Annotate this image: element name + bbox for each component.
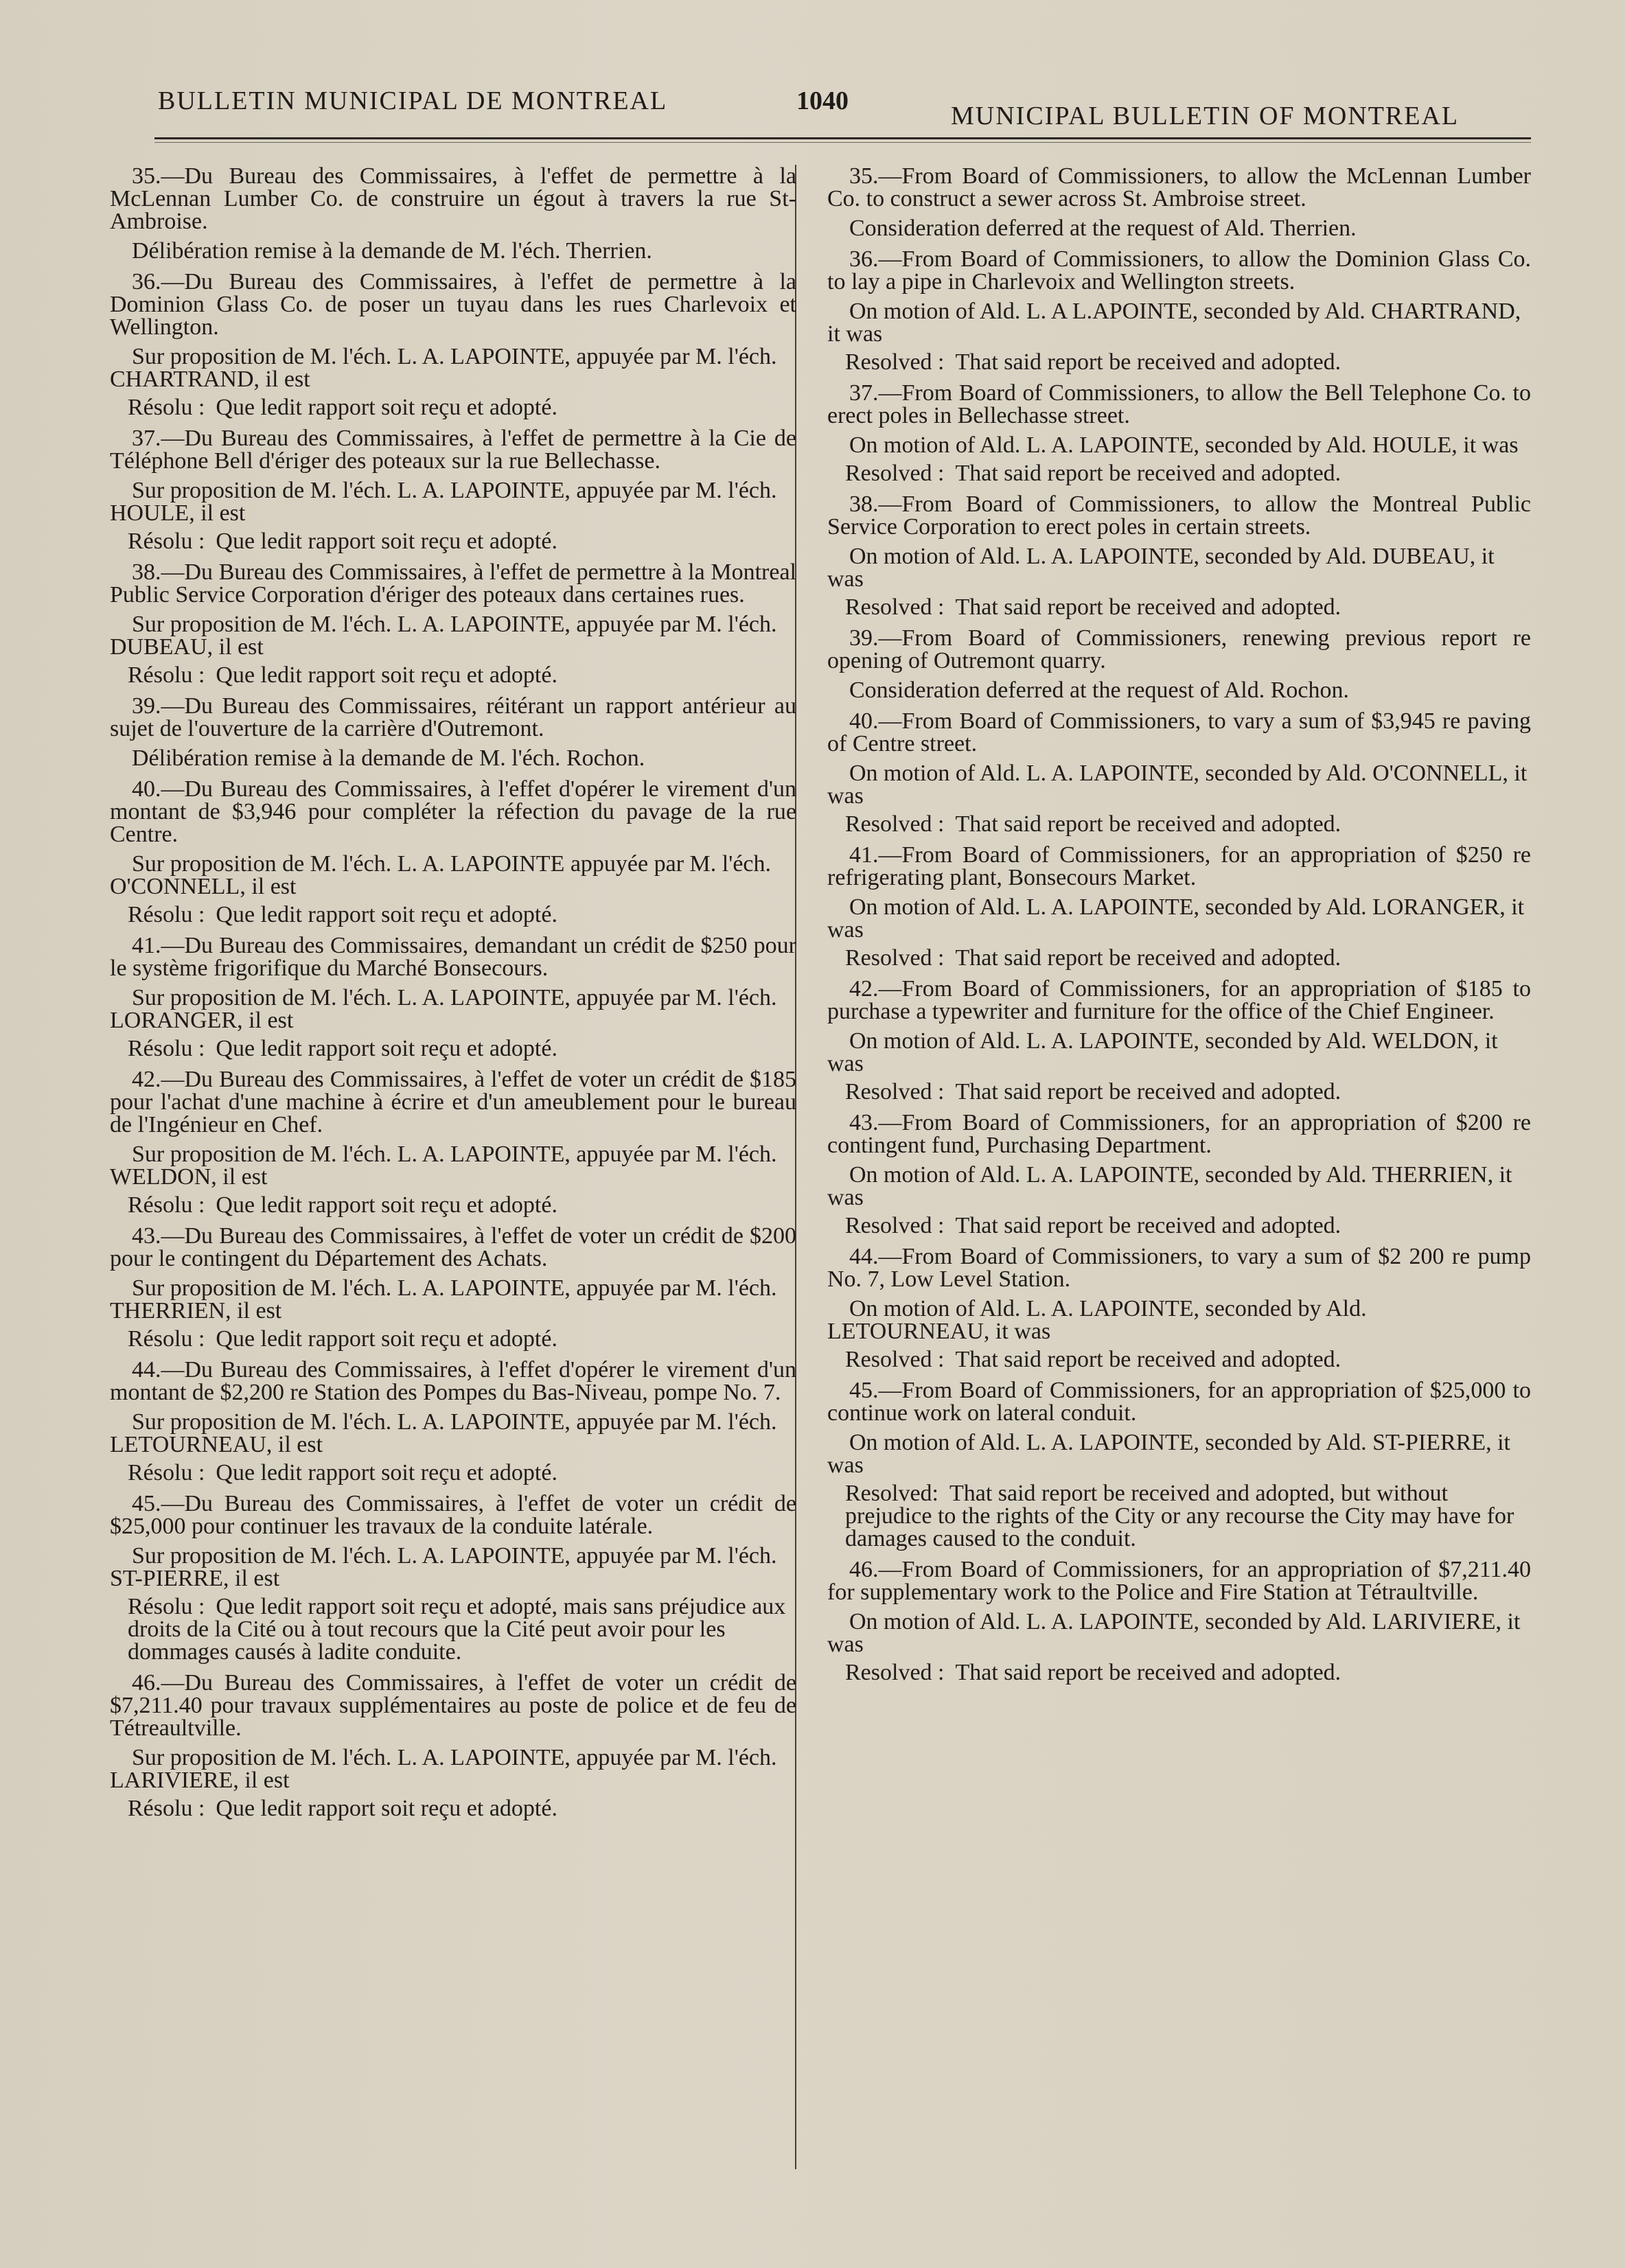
resolution-text: Que ledit rapport soit reçu et adopté.: [216, 1036, 557, 1061]
resolution-text: Que ledit rapport soit reçu et adopté.: [216, 529, 557, 554]
agenda-item: [110, 778, 796, 926]
resolution: [845, 1661, 1531, 1684]
motion-text: On motion of Ald. L. A. LAPOINTE, seconded by Ald. WELDON, it was: [827, 1028, 1498, 1076]
motion-text: On motion of Ald. L. A. LAPOINTE, seconded by Ald. LETOURNEAU, it was: [827, 1296, 1367, 1344]
agenda-item: [110, 934, 796, 1060]
motion-text: On motion of Ald. L. A. LAPOINTE, seconded by Ald. LARIVIERE, it was: [827, 1609, 1521, 1657]
item-text: 40.—From Board of Commissioners, to vary a sum of $3,945 re paving of Centre street.: [827, 708, 1531, 756]
motion-text: On motion of Ald. L. A. LAPOINTE, seconded by Ald. O'CONNELL, it was: [827, 761, 1528, 809]
resolution-label: Resolved :: [845, 1079, 945, 1104]
resolution-label: Résolu :: [128, 529, 205, 554]
agenda-item: [827, 844, 1531, 969]
item-text: 41.—From Board of Commissioners, for an appropriation of $250 re refrigerating plant, Bonsecours Market.: [827, 842, 1531, 890]
deferral-note: Consideration deferred at the request of Ald. Rochon.: [849, 678, 1349, 703]
motion-text: Sur proposition de M. l'éch. L. A. LAPOINTE, appuyée par M. l'éch. ST-PIERRE, il est: [110, 1543, 777, 1591]
agenda-item: [827, 165, 1531, 240]
item-text: 36.—Du Bureau des Commissaires, à l'effet de permettre à la Dominion Glass Co. de poser un tuyau dans les rues Charlevoix et Wellington.: [110, 269, 796, 340]
resolution: [128, 1797, 796, 1820]
motion-text: On motion of Ald. L. A. LAPOINTE, seconded by Ald. ST-PIERRE, it was: [827, 1430, 1511, 1478]
page-number: 1040: [796, 86, 849, 115]
resolution-text: Que ledit rapport soit reçu et adopté.: [216, 902, 557, 927]
motion-text: Sur proposition de M. l'éch. L. A. LAPOINTE, appuyée par M. l'éch. LARIVIERE, il est: [110, 1745, 777, 1793]
agenda-item: [110, 1671, 796, 1820]
header-french-title: BULLETIN MUNICIPAL DE MONTREAL: [158, 86, 668, 115]
page-header: [158, 86, 1528, 134]
resolution: [128, 664, 796, 686]
resolution: [845, 1214, 1531, 1237]
resolution-label: Résolu :: [128, 1036, 205, 1061]
item-text: 35.—Du Bureau des Commissaires, à l'effet de permettre à la McLennan Lumber Co. de construire un égout à travers la rue St-Ambroise.: [110, 163, 796, 234]
resolution-label: Resolved :: [845, 945, 945, 971]
resolution-text: Que ledit rapport soit reçu et adopté.: [216, 1192, 557, 1218]
resolution-label: Resolved :: [845, 811, 945, 837]
agenda-item: [110, 1358, 796, 1484]
resolution-label: Résolu :: [128, 1594, 205, 1619]
item-text: 36.—From Board of Commissioners, to allow the Dominion Glass Co. to lay a pipe in Charlevoix and Wellington streets.: [827, 246, 1531, 294]
deferral-note: Délibération remise à la demande de M. l'éch. Rochon.: [132, 745, 645, 771]
resolution-text: That said report be received and adopted.: [955, 1079, 1341, 1104]
resolution: [845, 1482, 1531, 1550]
agenda-item: [110, 270, 796, 419]
resolution: [128, 1037, 796, 1060]
item-text: 42.—Du Bureau des Commissaires, à l'effet de voter un crédit de $185 pour l'achat d'une machine à écrire et d'un ameublement pour le bureau de l'Ingénieur en Chef.: [110, 1067, 796, 1137]
item-text: 43.—From Board of Commissioners, for an appropriation of $200 re contingent fund, Purchasing Department.: [827, 1110, 1531, 1158]
motion-text: On motion of Ald. L. A. LAPOINTE, seconded by Ald. THERRIEN, it was: [827, 1162, 1512, 1210]
resolution: [128, 396, 796, 419]
deferral-note: Consideration deferred at the request of Ald. Therrien.: [849, 216, 1357, 241]
agenda-item: [110, 1492, 796, 1663]
resolution-text: Que ledit rapport soit reçu et adopté.: [216, 662, 557, 688]
agenda-item: [827, 1558, 1531, 1684]
item-text: 43.—Du Bureau des Commissaires, à l'effet de voter un crédit de $200 pour le contingent du Département des Achats.: [110, 1223, 796, 1271]
resolution-label: Resolved :: [845, 349, 945, 375]
resolution-label: Resolved:: [845, 1481, 938, 1506]
resolution-text: Que ledit rapport soit reçu et adopté.: [216, 1460, 557, 1485]
resolution-text: Que ledit rapport soit reçu et adopté.: [216, 1796, 557, 1821]
agenda-item: [110, 165, 796, 262]
resolution: [128, 1595, 796, 1663]
motion-text: Sur proposition de M. l'éch. L. A. LAPOINTE, appuyée par M. l'éch. HOULE, il est: [110, 478, 777, 526]
resolution-text: That said report be received and adopted.: [955, 1660, 1341, 1685]
resolution-label: Résolu :: [128, 902, 205, 927]
agenda-item: [827, 248, 1531, 373]
item-text: 42.—From Board of Commissioners, for an appropriation of $185 to purchase a typewriter and furniture for the office of the Chief Engineer.: [827, 976, 1531, 1024]
resolution: [128, 530, 796, 553]
deferral-note: Délibération remise à la demande de M. l'éch. Therrien.: [132, 238, 652, 264]
item-text: 38.—From Board of Commissioners, to allow the Montreal Public Service Corporation to erect poles in certain streets.: [827, 491, 1531, 540]
agenda-item: [110, 427, 796, 553]
item-text: 45.—From Board of Commissioners, for an appropriation of $25,000 to continue work on lateral conduit.: [827, 1378, 1531, 1426]
motion-text: Sur proposition de M. l'éch. L. A. LAPOINTE, appuyée par M. l'éch. LETOURNEAU, il est: [110, 1409, 777, 1457]
item-text: 39.—From Board of Commissioners, renewing previous report re opening of Outremont quarry.: [827, 625, 1531, 673]
resolution-label: Resolved :: [845, 1213, 945, 1238]
resolution: [845, 813, 1531, 835]
agenda-item: [827, 493, 1531, 618]
agenda-item: [110, 1068, 796, 1216]
resolution-text: Que ledit rapport soit reçu et adopté, mais sans préjudice aux droits de la Cité ou à tout recours que la Cité peut avoir pour les dommages causés à ladite conduite.: [128, 1594, 786, 1665]
resolution: [128, 1328, 796, 1350]
resolution-text: That said report be received and adopted.: [955, 349, 1341, 375]
agenda-item: [827, 977, 1531, 1103]
motion-text: Sur proposition de M. l'éch. L. A. LAPOINTE, appuyée par M. l'éch. CHARTRAND, il est: [110, 344, 777, 392]
agenda-item: [110, 561, 796, 686]
resolution-text: That said report be received and adopted.: [955, 811, 1341, 837]
resolution: [128, 903, 796, 926]
agenda-item: [110, 695, 796, 769]
agenda-item: [827, 1111, 1531, 1237]
agenda-item: [827, 627, 1531, 702]
resolution-label: Résolu :: [128, 1326, 205, 1352]
resolution: [845, 596, 1531, 618]
agenda-item: [827, 1379, 1531, 1550]
motion-text: On motion of Ald. L. A. LAPOINTE, seconded by Ald. LORANGER, it was: [827, 894, 1525, 942]
resolution-text: That said report be received and adopted, but without prejudice to the rights of the City or any recourse the City may have for damages caused to the conduit.: [845, 1481, 1514, 1551]
resolution-label: Resolved :: [845, 1347, 945, 1372]
resolution-label: Resolved :: [845, 594, 945, 620]
resolution: [845, 462, 1531, 485]
header-rule: [154, 137, 1531, 139]
item-text: 38.—Du Bureau des Commissaires, à l'effet de permettre à la Montreal Public Service Corporation d'ériger des poteaux dans certaines rues.: [110, 559, 796, 608]
resolution-label: Resolved :: [845, 461, 945, 486]
item-text: 39.—Du Bureau des Commissaires, réitérant un rapport antérieur au sujet de l'ouverture de la carrière d'Outremont.: [110, 693, 796, 741]
motion-text: Sur proposition de M. l'éch. L. A. LAPOINTE, appuyée par M. l'éch. LORANGER, il est: [110, 985, 777, 1033]
item-text: 44.—Du Bureau des Commissaires, à l'effet d'opérer le virement d'un montant de $2,200 re Station des Pompes du Bas-Niveau, pompe No. 7.: [110, 1357, 796, 1405]
motion-text: Sur proposition de M. l'éch. L. A. LAPOINTE, appuyée par M. l'éch. DUBEAU, il est: [110, 612, 777, 660]
agenda-item: [110, 1225, 796, 1350]
item-text: 35.—From Board of Commissioners, to allow the McLennan Lumber Co. to construct a sewer across St. Ambroise street.: [827, 163, 1531, 211]
header-english-title: MUNICIPAL BULLETIN OF MONTREAL: [951, 102, 1460, 130]
resolution-label: Résolu :: [128, 662, 205, 688]
item-text: 40.—Du Bureau des Commissaires, à l'effet d'opérer le virement d'un montant de $3,946 pour compléter la réfection du pavage de la rue Centre.: [110, 776, 796, 847]
item-text: 46.—Du Bureau des Commissaires, à l'effet de voter un crédit de $7,211.40 pour travaux supplémentaires au poste de police et de feu de Tétreaultville.: [110, 1670, 796, 1741]
item-text: 46.—From Board of Commissioners, for an appropriation of $7,211.40 for supplementary work to the Police and Fire Station at Tétraultville.: [827, 1557, 1531, 1605]
resolution-label: Résolu :: [128, 1796, 205, 1821]
resolution-text: That said report be received and adopted.: [955, 1213, 1341, 1238]
resolution-text: That said report be received and adopted.: [955, 945, 1341, 971]
resolution: [128, 1194, 796, 1216]
resolution-text: Que ledit rapport soit reçu et adopté.: [216, 395, 557, 420]
resolution: [845, 1348, 1531, 1371]
motion-text: On motion of Ald. L. A. LAPOINTE, seconded by Ald. DUBEAU, it was: [827, 544, 1495, 592]
motion-text: On motion of Ald. L. A L.APOINTE, seconded by Ald. CHARTRAND, it was: [827, 299, 1521, 347]
resolution-text: That said report be received and adopted.: [955, 461, 1341, 486]
resolution-text: Que ledit rapport soit reçu et adopté.: [216, 1326, 557, 1352]
resolution: [845, 947, 1531, 969]
agenda-item: [827, 1245, 1531, 1371]
english-column: [827, 165, 1531, 1692]
resolution-text: That said report be received and adopted.: [955, 594, 1341, 620]
item-text: 44.—From Board of Commissioners, to vary a sum of $2 200 re pump No. 7, Low Level Station.: [827, 1244, 1531, 1292]
header-rule-thin: [154, 142, 1531, 143]
motion-text: Sur proposition de M. l'éch. L. A. LAPOINTE, appuyée par M. l'éch. THERRIEN, il est: [110, 1275, 777, 1323]
agenda-item: [827, 382, 1531, 485]
motion-text: Sur proposition de M. l'éch. L. A. LAPOINTE appuyée par M. l'éch. O'CONNELL, il est: [110, 851, 772, 899]
item-text: 37.—Du Bureau des Commissaires, à l'effet de permettre à la Cie de Téléphone Bell d'ériger des poteaux sur la rue Bellechasse.: [110, 426, 796, 474]
resolution-label: Résolu :: [128, 1192, 205, 1218]
item-text: 37.—From Board of Commissioners, to allow the Bell Telephone Co. to erect poles in Bellechasse street.: [827, 380, 1531, 428]
resolution-text: That said report be received and adopted.: [955, 1347, 1341, 1372]
agenda-item: [827, 710, 1531, 835]
resolution-label: Résolu :: [128, 1460, 205, 1485]
french-column: [110, 165, 796, 1828]
motion-text: Sur proposition de M. l'éch. L. A. LAPOINTE, appuyée par M. l'éch. WELDON, il est: [110, 1142, 777, 1190]
resolution: [128, 1461, 796, 1484]
resolution: [845, 351, 1531, 373]
resolution-label: Resolved :: [845, 1660, 945, 1685]
item-text: 45.—Du Bureau des Commissaires, à l'effet de voter un crédit de $25,000 pour continuer les travaux de la conduite latérale.: [110, 1491, 796, 1539]
motion-text: On motion of Ald. L. A. LAPOINTE, seconded by Ald. HOULE, it was: [849, 432, 1519, 458]
resolution: [845, 1080, 1531, 1103]
resolution-label: Résolu :: [128, 395, 205, 420]
item-text: 41.—Du Bureau des Commissaires, demandant un crédit de $250 pour le système frigorifique du Marché Bonsecours.: [110, 933, 796, 981]
